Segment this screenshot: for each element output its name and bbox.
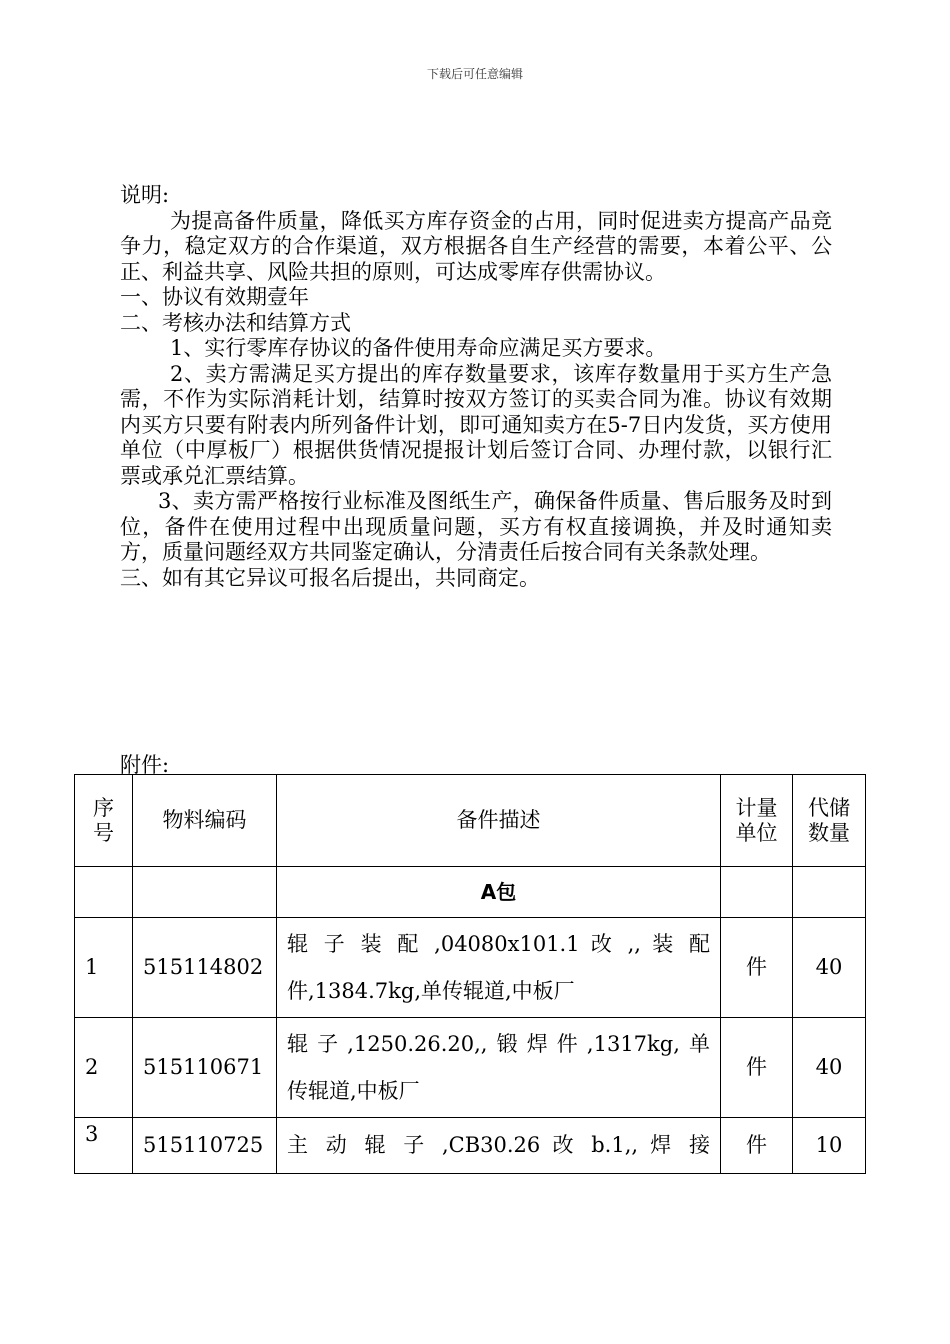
row-unit: 件 — [721, 1018, 793, 1118]
clause-2-item-2: 2、卖方需满足买方提出的库存数量要求，该库存数量用于买方生产急需，不作为实际消耗计划，结算时按双方签订的买卖合同为准。协议有效期内买方只要有附表内所列备件计划，即可通知卖方在5-7日内发货，买方使用单位（中厚板厂）根据供货情况提报计划后签订合同、办理付款，以银行汇票或承兑汇票结算。 — [120, 361, 832, 488]
clause-2-item-1: 1、实行零库存协议的备件使用寿命应满足买方要求。 — [170, 336, 667, 360]
row-desc: 辊 子 装 配 ,04080x101.1 改 ,, 装 配 件,1384.7kg,单传辊道,中板厂 — [277, 918, 721, 1018]
row-qty: 40 — [793, 918, 866, 1018]
row-code: 515114802 — [133, 918, 277, 1018]
clause-2-heading: 二、考核办法和结算方式 — [120, 310, 351, 335]
intro-paragraph: 为提高备件质量，降低买方库存资金的占用，同时促进卖方提高产品竞争力，稳定双方的合作渠道，双方根据各自生产经营的需要，本着公平、公正、利益共享、风险共担的原则，可达成零库存供需协议。 — [120, 208, 832, 284]
header-unit: 计量 单位 — [721, 775, 793, 867]
row-desc: 主 动 辊 子 ,CB30.26 改 b.1,, 焊 接 — [277, 1118, 721, 1174]
clause-2-item-3: 3、卖方需严格按行业标准及图纸生产，确保备件质量、售后服务及时到位，备件在使用过程中出现质量问题，买方有权直接调换，并及时通知卖方，质量问题经双方共同鉴定确认，分清责任后按合同有关条款处理。 — [120, 489, 832, 564]
table-row — [75, 1018, 866, 1118]
row-seq: 2 — [75, 1018, 133, 1118]
header-code: 物料编码 — [133, 775, 277, 867]
row-unit: 件 — [721, 918, 793, 1018]
table-row — [75, 1118, 866, 1174]
header-seq: 序 号 — [75, 775, 133, 867]
package-name: A包 — [277, 867, 721, 918]
section-title: 说明: — [120, 183, 170, 207]
parts-table — [74, 774, 866, 1174]
row-desc: 辊子,1250.26.20,,锻焊件,1317kg,单 传辊道,中板厂 — [277, 1018, 721, 1118]
header-qty: 代储 数量 — [793, 775, 866, 867]
table-header-row — [75, 775, 866, 867]
clause-3-heading: 三、如有其它异议可报名后提出，共同商定。 — [120, 565, 540, 590]
row-code: 515110725 — [133, 1118, 277, 1174]
row-qty: 10 — [793, 1118, 866, 1174]
package-row — [75, 867, 866, 918]
attachment-label: 附件: — [120, 753, 170, 777]
clause-1-heading: 一、协议有效期壹年 — [120, 285, 309, 309]
table-row — [75, 918, 866, 1018]
row-qty: 40 — [793, 1018, 866, 1118]
row-seq: 1 — [75, 918, 133, 1018]
row-code: 515110671 — [133, 1018, 277, 1118]
row-unit: 件 — [721, 1118, 793, 1174]
agreement-body — [120, 183, 832, 591]
page-header: 下载后可任意编辑 — [426, 67, 523, 81]
row-seq: 3 — [75, 1118, 133, 1174]
header-desc: 备件描述 — [277, 775, 721, 867]
